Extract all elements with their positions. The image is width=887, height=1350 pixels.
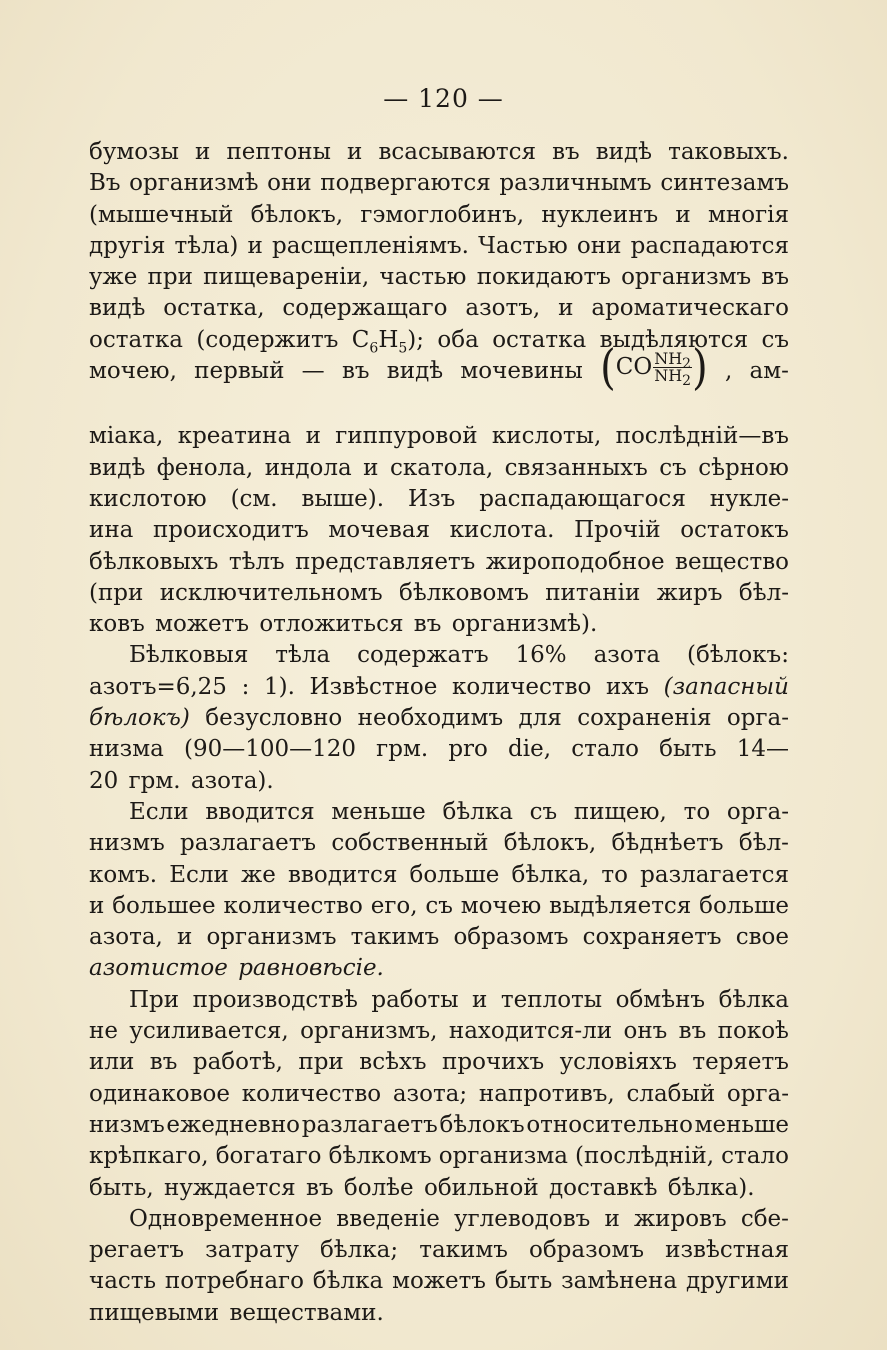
word-italic: азотистое xyxy=(89,955,228,982)
text-line xyxy=(89,1110,789,1141)
text-line xyxy=(89,231,789,262)
word-italic: бѣлокъ) xyxy=(89,705,190,732)
word: ина xyxy=(89,517,134,544)
word: бѣлка xyxy=(442,798,513,825)
word: бѣлка; xyxy=(319,1237,399,1264)
word: съ xyxy=(761,326,789,353)
word: обмѣнъ xyxy=(615,986,706,1013)
word: грм. xyxy=(376,736,429,763)
word: и xyxy=(675,201,691,228)
word: міака, xyxy=(89,423,164,450)
word: больше xyxy=(699,892,789,919)
left-paren: ( xyxy=(600,340,616,396)
word: количество xyxy=(223,892,363,919)
word: связанныхъ xyxy=(504,454,648,481)
word: то xyxy=(683,798,711,825)
word: организмъ xyxy=(206,924,337,951)
word: бѣлокъ xyxy=(439,1111,525,1138)
word: находится-ли xyxy=(448,1018,613,1045)
word: углеводовъ xyxy=(454,1205,591,1232)
word: въ xyxy=(305,1174,334,1201)
word: 14— xyxy=(736,736,789,763)
word: (содержитъ xyxy=(196,326,339,353)
word: видѣ xyxy=(386,358,444,385)
text-line xyxy=(89,609,789,640)
word: Бѣлковыя xyxy=(129,642,249,669)
word: пептоны xyxy=(226,139,331,165)
word: бѣлка xyxy=(718,986,789,1013)
text-line xyxy=(89,1298,789,1329)
word: и xyxy=(247,232,263,259)
word: затрату xyxy=(205,1237,299,1264)
word: одинаковое xyxy=(89,1080,231,1107)
word: стало xyxy=(571,736,639,763)
word: тѣлъ xyxy=(228,548,285,575)
word: разлагаетъ xyxy=(301,1111,438,1138)
word: разлагается xyxy=(640,861,789,888)
word: больше xyxy=(409,861,500,888)
word: бѣлка, xyxy=(511,861,590,888)
text-line xyxy=(89,1141,789,1172)
word: мочевины xyxy=(460,358,583,385)
word: низмъ xyxy=(89,1111,165,1138)
page-number: — 120 — xyxy=(383,84,504,113)
word: потребнаго xyxy=(164,1268,304,1295)
right-paren: ) xyxy=(692,340,708,396)
word: бѣл- xyxy=(738,579,789,606)
word: можетъ xyxy=(392,1268,486,1295)
word: остатокъ xyxy=(680,517,789,544)
word: теплоты xyxy=(500,986,603,1013)
word: покидаютъ xyxy=(476,264,611,291)
word: бѣлка). xyxy=(667,1174,755,1201)
text-line xyxy=(89,515,789,546)
text-line xyxy=(89,703,789,734)
word: кислота. xyxy=(449,517,555,544)
word: всѣхъ xyxy=(359,1049,427,1076)
text-line xyxy=(89,985,789,1016)
word: съ xyxy=(659,454,687,481)
word: сохраненія xyxy=(577,705,712,732)
word: слабый xyxy=(626,1080,716,1107)
word: бѣлковомъ xyxy=(398,579,529,606)
word: въ xyxy=(149,1049,178,1076)
word: его, xyxy=(370,892,418,919)
text-line xyxy=(89,672,789,703)
word: напротивъ, xyxy=(478,1080,615,1107)
word: отложиться xyxy=(259,611,404,638)
word: многія xyxy=(708,201,789,228)
word: крѣпкаго, xyxy=(89,1143,209,1170)
word: выдѣляется xyxy=(549,892,692,919)
word: и xyxy=(176,924,193,951)
word: (мышечный xyxy=(89,201,234,228)
text-line xyxy=(89,293,789,324)
word: оба xyxy=(437,326,479,353)
word: образомъ xyxy=(453,924,569,951)
word: Частью xyxy=(478,232,568,259)
word: относительно xyxy=(526,1111,693,1138)
word: прочихъ xyxy=(442,1049,545,1076)
word: грм. xyxy=(128,767,181,794)
word: въ xyxy=(413,611,442,638)
word: необходимъ xyxy=(357,705,504,732)
text-line xyxy=(89,953,789,984)
word: они xyxy=(267,170,312,197)
word: доставкѣ xyxy=(548,1174,658,1201)
word: или xyxy=(89,1049,135,1076)
word: въ xyxy=(552,139,580,165)
word: организмъ, xyxy=(300,1018,438,1045)
text-line xyxy=(89,640,789,671)
word: ам- xyxy=(749,358,789,385)
word: веществами. xyxy=(229,1299,384,1326)
word-italic: (запасный xyxy=(663,673,789,700)
urea-formula xyxy=(600,340,708,396)
word: быть xyxy=(494,1268,553,1295)
word: и xyxy=(305,423,321,450)
word: частью xyxy=(379,264,467,291)
word: орга- xyxy=(726,798,789,825)
word: die, xyxy=(508,736,552,763)
word: безусловно xyxy=(205,705,343,732)
word: низмъ xyxy=(89,830,165,857)
text-line xyxy=(89,922,789,953)
word: такимъ xyxy=(350,924,440,951)
word: содержатъ xyxy=(357,642,489,669)
word: они xyxy=(576,232,622,259)
word: болѣе xyxy=(343,1174,414,1201)
word: ежедневно xyxy=(166,1111,301,1138)
word: выдѣляются xyxy=(599,326,749,353)
word: бумозы xyxy=(89,139,179,165)
word: представляетъ xyxy=(295,548,476,575)
text-line xyxy=(89,860,789,891)
word: работы xyxy=(371,986,459,1013)
word: ароматическаго xyxy=(591,295,789,322)
word: не xyxy=(89,1018,118,1045)
word: количество xyxy=(452,673,592,700)
word: бѣлка xyxy=(312,1268,384,1295)
word: въ xyxy=(761,264,789,291)
word: креатина xyxy=(177,423,292,450)
word: другими xyxy=(685,1268,789,1295)
word: и xyxy=(363,454,379,481)
word: ихъ xyxy=(606,673,649,700)
word: замѣнена xyxy=(561,1268,678,1295)
word: вводится xyxy=(287,861,398,888)
word: синтезамъ xyxy=(660,170,789,197)
word: и xyxy=(89,892,105,919)
word: (послѣдній, xyxy=(575,1143,715,1170)
word: при xyxy=(298,1049,344,1076)
word: мочею xyxy=(460,892,542,919)
word: гиппуровой xyxy=(335,423,478,450)
word: таковыхъ. xyxy=(668,139,789,165)
text-line xyxy=(89,828,789,859)
word: нукле- xyxy=(709,485,789,512)
word: меньше xyxy=(331,798,426,825)
word: пищею, xyxy=(573,798,667,825)
word: бѣлковыхъ xyxy=(89,548,219,575)
word: Извѣстное xyxy=(309,673,438,700)
word: обильной xyxy=(423,1174,539,1201)
text-line xyxy=(89,168,789,199)
word: сбе- xyxy=(740,1205,789,1232)
word: первый xyxy=(194,358,285,385)
word: низма xyxy=(89,736,164,763)
word: азота xyxy=(593,642,661,669)
word: въ xyxy=(341,358,370,385)
word: при xyxy=(147,264,193,291)
word: свое xyxy=(735,924,789,951)
word: и xyxy=(347,139,363,165)
text-line xyxy=(89,1266,789,1297)
word: бѣлокъ, xyxy=(503,830,597,857)
text-line xyxy=(89,421,789,452)
word: пищевареніи, xyxy=(203,264,370,291)
word: стало xyxy=(721,1143,789,1170)
word: жировъ xyxy=(634,1205,727,1232)
word: 20 xyxy=(89,767,119,794)
word: кислоты, xyxy=(491,423,602,450)
word: и xyxy=(558,295,574,322)
word: азота, xyxy=(89,924,163,951)
word: (при xyxy=(89,579,144,606)
word: подвергаются xyxy=(320,170,491,197)
word: сѣрною xyxy=(698,454,789,481)
word: меньше xyxy=(694,1111,789,1138)
word: фенола, xyxy=(156,454,254,481)
word: организмѣ xyxy=(129,170,259,197)
word: разлагаетъ xyxy=(180,830,317,857)
formula-main: CO xyxy=(615,354,653,381)
word: расщепленіямъ. xyxy=(272,232,469,259)
word: Если xyxy=(129,798,189,825)
word: видѣ xyxy=(89,295,146,322)
word: остатка, xyxy=(163,295,265,322)
word: организмъ xyxy=(621,264,752,291)
word: индола xyxy=(264,454,352,481)
text-line xyxy=(89,547,789,578)
word: и xyxy=(604,1205,620,1232)
word: богатаго xyxy=(215,1143,322,1170)
word: мочею, xyxy=(89,358,177,385)
word: Прочій xyxy=(574,517,661,544)
word: онъ xyxy=(623,1018,668,1045)
formula-fraction xyxy=(653,349,692,390)
word: и xyxy=(472,986,488,1013)
word: выше). xyxy=(301,485,385,512)
word: жироподобное xyxy=(485,548,665,575)
word: исключительномъ xyxy=(159,579,383,606)
word: покоѣ xyxy=(717,1018,789,1045)
word: остатка xyxy=(89,326,183,353)
word: сохраняетъ xyxy=(582,924,722,951)
word: комъ. xyxy=(89,861,158,888)
word: (бѣлокъ: xyxy=(687,642,789,669)
word: же xyxy=(241,861,276,888)
word: содержащаго xyxy=(282,295,448,322)
word: быть, xyxy=(89,1174,154,1201)
word: азотъ=6,25 xyxy=(89,673,227,700)
word: скатола, xyxy=(389,454,494,481)
word: съ xyxy=(425,892,453,919)
word: ковъ xyxy=(89,611,145,638)
word: распадаются xyxy=(630,232,789,259)
word: усиливается, xyxy=(129,1018,289,1045)
word: кислотою xyxy=(89,485,207,512)
text-line xyxy=(89,262,789,293)
word: теряетъ xyxy=(692,1049,789,1076)
text-line xyxy=(89,1235,789,1266)
word: орга- xyxy=(726,705,789,732)
word: бѣлкомъ xyxy=(328,1143,432,1170)
word: регаетъ xyxy=(89,1237,185,1264)
word: бѣл- xyxy=(738,830,789,857)
word: съ xyxy=(529,798,558,825)
word: условіяхъ xyxy=(559,1049,677,1076)
word: различнымъ xyxy=(499,170,652,197)
word: нуклеинъ xyxy=(541,201,659,228)
word: орга- xyxy=(726,1080,789,1107)
text-line xyxy=(89,1204,789,1235)
word: Одновременное xyxy=(129,1205,323,1232)
word: въ xyxy=(678,1018,707,1045)
word: 1). xyxy=(263,673,295,700)
word: , xyxy=(724,358,733,385)
formula-bottom: $NH_2$ xyxy=(654,366,692,390)
text-line xyxy=(89,453,789,484)
word: бѣлокъ, xyxy=(250,201,344,228)
chemical-formula-c6h5: $C_6H_5$); xyxy=(351,326,425,357)
word: вводится xyxy=(205,798,315,825)
word: для xyxy=(518,705,562,732)
word: При xyxy=(129,986,180,1013)
word: бѣднѣетъ xyxy=(611,830,724,857)
word: видѣ xyxy=(89,454,146,481)
text-line xyxy=(89,578,789,609)
word: работѣ, xyxy=(192,1049,283,1076)
word: азотъ, xyxy=(465,295,541,322)
word: тѣла xyxy=(275,642,331,669)
word: гэмоглобинъ, xyxy=(360,201,525,228)
text-line xyxy=(89,1173,789,1204)
text-line xyxy=(89,1079,789,1110)
word: быть xyxy=(659,736,717,763)
word: : xyxy=(241,673,250,700)
text-line xyxy=(89,1016,789,1047)
word: то xyxy=(601,861,628,888)
word: тѣла) xyxy=(174,232,239,259)
word: часть xyxy=(89,1268,157,1295)
word: нуждается xyxy=(164,1174,296,1201)
word: другія xyxy=(89,232,166,259)
word: Если xyxy=(169,861,229,888)
word: (см. xyxy=(230,485,278,512)
word: остатка xyxy=(492,326,587,353)
word: видѣ xyxy=(595,139,653,165)
formula-top: $NH_2$ xyxy=(654,349,692,373)
word: Изъ xyxy=(408,485,456,512)
word: организма xyxy=(438,1143,568,1170)
word: организмѣ). xyxy=(451,611,598,638)
word: послѣдній—въ xyxy=(615,423,789,450)
word-italic: равновѣсіе. xyxy=(238,955,384,982)
word: распадающагося xyxy=(479,485,686,512)
text-line xyxy=(89,891,789,922)
word: введеніе xyxy=(336,1205,440,1232)
body-text xyxy=(89,137,789,1329)
word: собственный xyxy=(331,830,489,857)
word: мочевая xyxy=(328,517,431,544)
word: такимъ xyxy=(419,1237,508,1264)
word: можетъ xyxy=(155,611,249,638)
word: количество xyxy=(241,1080,382,1107)
word: уже xyxy=(89,264,138,291)
word: и xyxy=(195,139,211,165)
word: производствѣ xyxy=(192,986,358,1013)
text-line xyxy=(89,484,789,515)
word: питаніи xyxy=(545,579,641,606)
text-line xyxy=(89,200,789,231)
word: pro xyxy=(448,736,488,763)
text-line xyxy=(89,137,789,168)
word: Въ xyxy=(89,170,121,197)
word: вещество xyxy=(675,548,789,575)
word: 16% xyxy=(515,642,567,669)
text-line xyxy=(89,734,789,765)
word: жиръ xyxy=(656,579,723,606)
word: образомъ xyxy=(528,1237,645,1264)
word: (90—100—120 xyxy=(183,736,357,763)
word: всасываются xyxy=(378,139,536,165)
word: происходитъ xyxy=(152,517,309,544)
word: — xyxy=(301,358,325,385)
text-line xyxy=(89,797,789,828)
word: азота; xyxy=(392,1080,468,1107)
word: пищевыми xyxy=(89,1299,220,1326)
word: большее xyxy=(112,892,216,919)
word: извѣстная xyxy=(665,1237,789,1264)
word: азота). xyxy=(190,767,274,794)
text-line xyxy=(89,766,789,797)
text-line xyxy=(89,1047,789,1078)
